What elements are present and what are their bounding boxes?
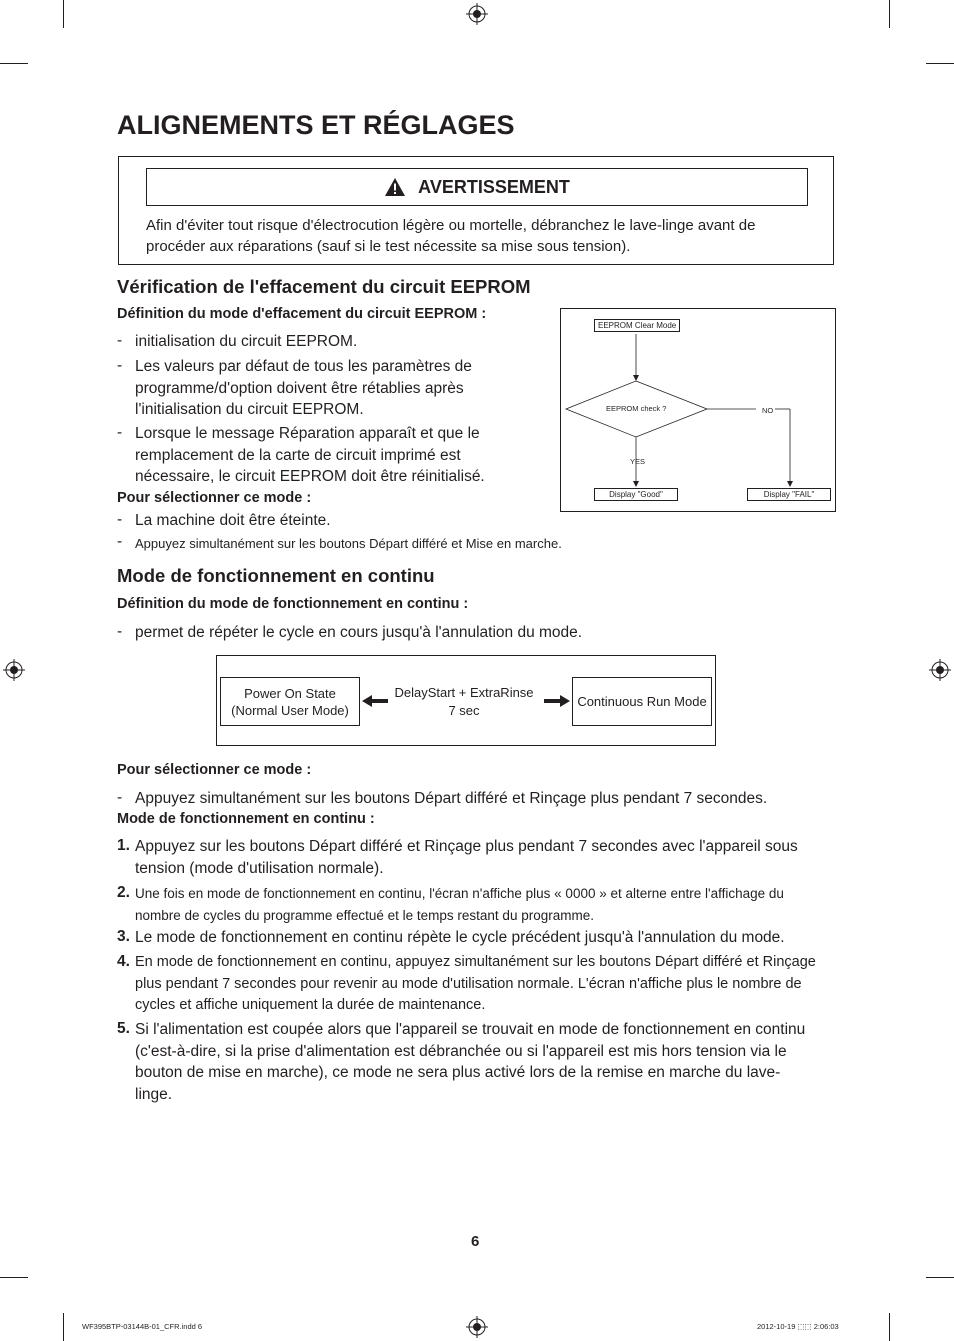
crop-mark <box>0 63 28 64</box>
flow-no-label: NO <box>762 406 774 415</box>
step-text: Si l'alimentation est coupée alors que l'appareil se trouvait en mode de fonctionnement en continu (c'est-à-dire, si la prise d'alimentation est débranchée ou si l'appareil est mis hors tension via le bouton de mise en marche), ce mode ne sera plus activé lors de la remise en marche du lave-linge. <box>135 1021 806 1103</box>
step-text: Une fois en mode de fonctionnement en continu, l'écran n'affiche plus « 0000 » et alterne entre l'affichage du nombre de cycles du programme effectué et le temps restant du programme. <box>135 886 784 923</box>
transition-label-line1: DelayStart + ExtraRinse <box>394 685 534 700</box>
flowchart-connectors <box>561 309 837 513</box>
flow-fail-box: Display "FAIL" <box>747 488 831 501</box>
warning-header <box>146 168 808 206</box>
warning-text: Afin d'éviter tout risque d'électrocution légère ou mortelle, débranchez le lave-linge avant de procéder aux réparations (sauf si le test nécessite sa mise sous tension). <box>146 217 756 255</box>
bullet-dash: - <box>117 789 123 806</box>
continuous-select-label: Pour sélectionner ce mode : <box>117 762 312 778</box>
step-text: En mode de fonctionnement en continu, appuyez simultanément sur les boutons Départ différé et Rinçage plus pendant 7 secondes pour revenir au mode d'utilisation normale. L'écran n'affiche plus le nombre de cycles et affiche uniquement la durée de maintenance. <box>135 954 816 1013</box>
list-item: initialisation du circuit EEPROM. <box>135 333 358 350</box>
continuous-mode-label: Mode de fonctionnement en continu : <box>117 811 375 827</box>
list-item: Les valeurs par défaut de tous les paramètres de programme/d'option doivent être rétablies après l'initialisation du circuit EEPROM. <box>135 358 472 418</box>
list-item: Appuyez simultanément sur les boutons Départ différé et Rinçage plus pendant 7 secondes. <box>135 790 768 807</box>
crop-mark <box>889 0 890 28</box>
power-on-state-line1: Power On State <box>244 685 336 701</box>
registration-mark-icon <box>466 1316 488 1338</box>
step-number: 5. <box>117 1020 130 1037</box>
transition-label <box>389 684 539 720</box>
transition-label-line2: 7 sec <box>448 703 480 718</box>
list-item: La machine doit être éteinte. <box>135 512 331 529</box>
step-number: 4. <box>117 953 130 970</box>
flow-start-box: EEPROM Clear Mode <box>594 319 680 332</box>
crop-mark <box>0 1277 28 1278</box>
footer-file: WF395BTP-03144B-01_CFR.indd 6 <box>82 1322 203 1331</box>
warning-icon <box>384 177 406 197</box>
continuous-run-mode-box: Continuous Run Mode <box>572 677 712 726</box>
continuous-mode-diagram <box>216 655 716 746</box>
crop-mark <box>63 1313 64 1341</box>
registration-mark-icon <box>466 3 488 25</box>
list-item: permet de répéter le cycle en cours jusqu'à l'annulation du mode. <box>135 624 583 641</box>
footer-date: 2012-10-19 ⬚⬚ 2:06:03 <box>757 1322 839 1331</box>
crop-mark <box>926 1277 954 1278</box>
step-text: Appuyez sur les boutons Départ différé et Rinçage plus pendant 7 secondes avec l'appareil sous tension (mode d'utilisation normale). <box>135 838 798 877</box>
bullet-dash: - <box>117 424 123 441</box>
registration-mark-icon <box>929 659 951 681</box>
eeprom-select-label: Pour sélectionner ce mode : <box>117 490 312 506</box>
step-number: 3. <box>117 928 130 945</box>
bullet-dash: - <box>117 511 123 528</box>
bullet-dash: - <box>117 533 123 550</box>
page-title: ALIGNEMENTS ET RÉGLAGES <box>117 110 515 140</box>
flow-decision-label: EEPROM check ? <box>606 404 667 413</box>
step-number: 1. <box>117 837 130 854</box>
arrow-right-icon <box>544 695 570 707</box>
eeprom-definition-label: Définition du mode d'effacement du circuit EEPROM : <box>117 306 487 322</box>
bullet-dash: - <box>117 623 123 640</box>
section-heading-continuous: Mode de fonctionnement en continu <box>117 565 435 586</box>
step-number: 2. <box>117 884 130 901</box>
section-heading-eeprom: Vérification de l'effacement du circuit EEPROM <box>117 276 531 297</box>
warning-box <box>118 156 834 265</box>
step-text: Le mode de fonctionnement en continu répète le cycle précédent jusqu'à l'annulation du mode. <box>135 929 785 946</box>
eeprom-flowchart <box>560 308 836 512</box>
crop-mark <box>889 1313 890 1341</box>
list-item: Appuyez simultanément sur les boutons Départ différé et Mise en marche. <box>135 536 562 551</box>
crop-mark <box>63 0 64 28</box>
power-on-state-line2: (Normal User Mode) <box>231 702 349 718</box>
bullet-dash: - <box>117 332 123 349</box>
flow-good-box: Display "Good" <box>594 488 678 501</box>
registration-mark-icon <box>3 659 25 681</box>
continuous-definition-label: Définition du mode de fonctionnement en continu : <box>117 596 469 612</box>
flow-yes-label: YES <box>630 457 646 466</box>
power-on-state-box <box>220 677 360 726</box>
bullet-dash: - <box>117 357 123 374</box>
page-number: 6 <box>471 1233 480 1250</box>
crop-mark <box>926 63 954 64</box>
warning-heading: AVERTISSEMENT <box>418 176 570 197</box>
list-item: Lorsque le message Réparation apparaît et que le remplacement de la carte de circuit imprimé est nécessaire, le circuit EEPROM doit être réinitialisé. <box>135 425 485 485</box>
arrow-left-icon <box>362 695 388 707</box>
